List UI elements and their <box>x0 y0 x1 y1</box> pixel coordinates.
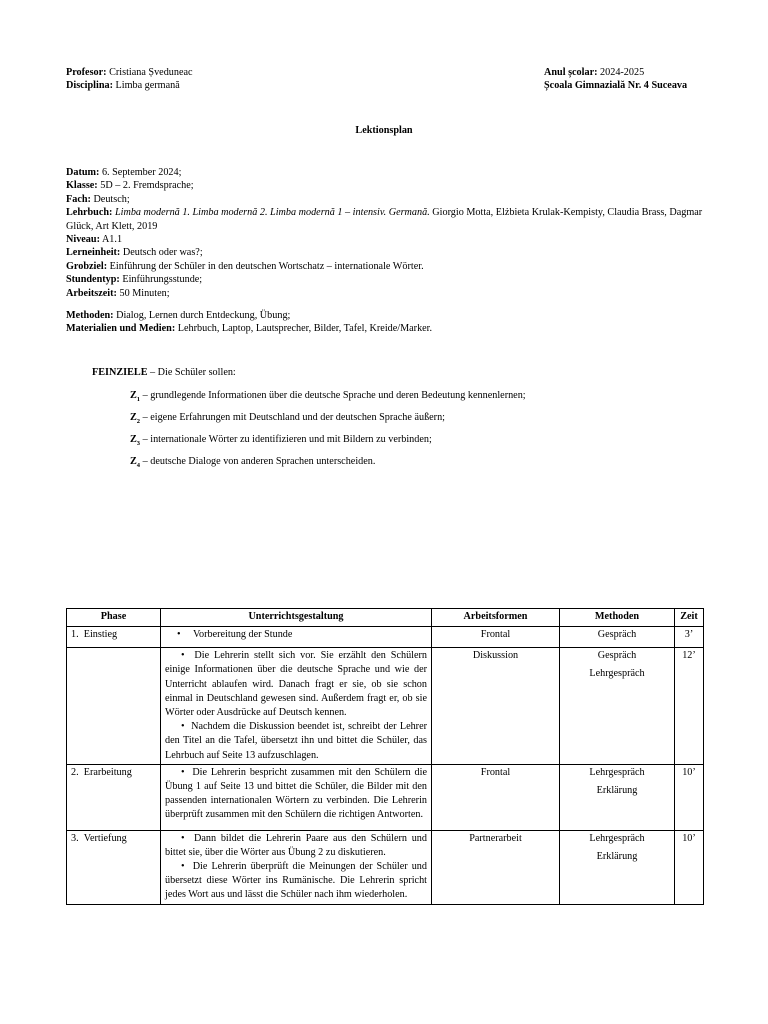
meta-label: Arbeitszeit: <box>66 287 117 299</box>
bullet-text: Vorbereitung der Stunde <box>193 629 293 640</box>
cell-phase: 3. Vertiefung <box>67 830 161 904</box>
col-header-methoden: Methoden <box>560 609 675 627</box>
cell-form: Partnerarbeit <box>432 830 560 904</box>
goal-label <box>130 434 141 448</box>
meta-value: Einführung der Schüler in den deutschen Wortschatz – internationale Wörter. <box>109 260 424 272</box>
meta-label: Klasse: <box>66 180 98 192</box>
bullet-icon: • <box>181 832 185 844</box>
meta-label: Methoden: <box>66 310 114 321</box>
meta-label: Grobziel: <box>66 260 108 272</box>
bullet-text: Dann bildet die Lehrerin Paare aus den Schülern und bittet sie, über die Wörter aus Übung 2 zu diskutieren. <box>165 832 427 858</box>
method-item: Gespräch <box>597 650 637 662</box>
feinziele-heading <box>92 366 236 379</box>
disciplina-value: Limba germană <box>115 80 180 92</box>
cell-activity <box>161 648 432 765</box>
feinziele-label: FEINZIELE <box>92 367 148 378</box>
anul-label: Anul școlar: <box>544 67 598 78</box>
goal-label <box>130 412 141 426</box>
anul-line <box>544 66 687 79</box>
meta-value: Lehrbuch, Laptop, Lautsprecher, Bilder, Tafel, Kreide/Marker. <box>177 323 433 335</box>
feinziele-intro: – Die Schüler sollen: <box>150 367 236 378</box>
col-header-phase: Phase <box>67 609 161 627</box>
cell-activity <box>161 830 432 904</box>
col-header-zeit: Zeit <box>675 609 704 627</box>
goal-text: – grundlegende Informationen über die deutsche Sprache und deren Bedeutung kennenlernen; <box>142 390 526 401</box>
goal-index: 4 <box>136 462 141 470</box>
meta-label: Lehrbuch: <box>66 207 113 219</box>
meta-value-italic: Limba modernă 1. Limba modernă 2. Limba modernă 1 – intensiv. Germană. <box>114 207 430 219</box>
meta-arbeitszeit <box>66 287 706 300</box>
cell-activity <box>161 764 432 830</box>
page-title: Lektionsplan <box>355 125 413 136</box>
meta-value: A1.1 <box>101 234 123 246</box>
bullet-icon: • <box>181 861 185 873</box>
profesor-label: Profesor: <box>66 67 107 78</box>
table-row <box>67 627 704 648</box>
goal-index: 1 <box>136 396 141 404</box>
meta-label: Fach: <box>66 193 91 205</box>
meta-lerneinheit <box>66 246 706 259</box>
goal-z: Z <box>130 390 137 401</box>
meta-label: Niveau: <box>66 234 100 246</box>
bullet-icon: • <box>177 629 181 640</box>
meta-niveau <box>66 233 706 246</box>
bullet-text: Die Lehrerin überprüft die Meinungen der Schüler und übersetzt diese Wörter ins Rumänische. Die Lehrerin spricht jedes Wort aus und lässt die Schüler nach ihm wiederholen. <box>165 861 427 901</box>
table-row <box>67 830 704 904</box>
cell-form: Diskussion <box>432 648 560 765</box>
meta-materialien <box>66 322 706 335</box>
meta-value: Dialog, Lernen durch Entdeckung, Übung; <box>116 310 291 321</box>
table-header-row <box>67 609 704 627</box>
meta-value: Deutsch oder was?; <box>122 247 203 259</box>
cell-methods <box>560 764 675 830</box>
cell-time: 12’ <box>675 648 704 765</box>
method-item: Gespräch <box>597 629 637 640</box>
meta-value: Deutsch; <box>93 193 130 205</box>
bullet-icon: • <box>181 650 185 662</box>
cell-form: Frontal <box>432 764 560 830</box>
cell-time: 10’ <box>675 830 704 904</box>
cell-phase <box>67 648 161 765</box>
meta-klasse <box>66 179 706 192</box>
goal-z: Z <box>130 434 137 445</box>
cell-activity <box>161 627 432 648</box>
cell-spacer <box>165 823 427 829</box>
cell-form: Frontal <box>432 627 560 648</box>
bullet-icon: • <box>181 766 185 778</box>
goal-index: 2 <box>136 418 141 426</box>
header-right <box>544 66 687 93</box>
meta-methoden <box>66 309 706 322</box>
goal-z: Z <box>130 456 137 467</box>
col-header-unterrichtsgestaltung: Unterrichtsgestaltung <box>161 609 432 627</box>
meta-fach <box>66 193 706 206</box>
activity-bullet <box>165 649 427 720</box>
method-item: Erklärung <box>596 850 638 862</box>
goal-label <box>130 390 141 404</box>
bullet-icon: • <box>181 721 185 733</box>
cell-methods <box>560 627 675 648</box>
activity-bullet <box>165 720 427 763</box>
goal-item <box>130 389 526 402</box>
meta-value: Giorgio Motta, Elżbieta Krulak-Kempisty, Claudia Brass, Dagmar Glück, Art Klett, 2019 <box>66 207 703 232</box>
bullet-text: Die Lehrerin stellt sich vor. Sie erzählt den Schülern einige Informationen über die deutsche Sprache und wie der Unterricht ablaufen wird. Danach fragt er sie, ob sie schon einmal in Deutschland gewesen sind. Außerdem fragt er, ob sie Wörter oder Ausdrücke auf Deutsch kennen. <box>165 650 427 719</box>
school-line <box>544 79 687 92</box>
meta-value: 50 Minuten; <box>119 287 170 299</box>
meta-label: Datum: <box>66 167 100 178</box>
goal-text: – internationale Wörter zu identifizieren und mit Bildern zu verbinden; <box>142 434 432 445</box>
lesson-methods <box>66 309 706 336</box>
bullet-text: Nachdem die Diskussion beendet ist, schreibt der Lehrer den Titel an die Tafel, übersetzt ihn und bittet die Schüler, das Lehrbuch auf Seite 13 aufzuschlagen. <box>165 721 427 761</box>
meta-label: Lerneinheit: <box>66 247 121 259</box>
activity-bullet <box>165 832 427 860</box>
bullet-text: Die Lehrerin bespricht zusammen mit den Schülern die Übung 1 auf Seite 13 und bittet die Schüler, die Bilder mit den passenden internationalen Wörtern zu verbinden. Die Lehrerin überprüft zusammen mit den Schülern die richtigen Antworten. <box>165 766 428 821</box>
method-item: Lehrgespräch <box>589 668 645 680</box>
cell-phase: 1. Einstieg <box>67 627 161 648</box>
school-name: Școala Gimnazială Nr. 4 Suceava <box>544 80 688 92</box>
profesor-value: Cristiana Șveduneac <box>109 67 193 78</box>
cell-phase: 2. Erarbeitung <box>67 764 161 830</box>
goal-item <box>130 455 375 468</box>
goal-z: Z <box>130 412 137 423</box>
anul-value: 2024-2025 <box>600 67 645 78</box>
meta-label: Materialien und Medien: <box>66 323 176 335</box>
col-header-arbeitsformen: Arbeitsformen <box>432 609 560 627</box>
profesor-line <box>66 66 193 79</box>
cell-methods <box>560 830 675 904</box>
goal-item <box>130 433 432 446</box>
meta-stundentyp <box>66 273 706 286</box>
method-item: Lehrgespräch <box>589 766 645 778</box>
disciplina-line <box>66 79 193 92</box>
cell-time: 10’ <box>675 764 704 830</box>
header-left <box>66 66 193 93</box>
goal-text: – deutsche Dialoge von anderen Sprachen unterscheiden. <box>142 456 376 467</box>
lesson-table <box>66 608 704 905</box>
method-item: Lehrgespräch <box>589 832 645 844</box>
table-row <box>67 648 704 765</box>
meta-datum <box>66 166 706 179</box>
meta-label: Stundentyp: <box>66 274 120 286</box>
disciplina-label: Disciplina: <box>66 80 113 92</box>
lesson-meta <box>66 166 706 300</box>
meta-grobziel <box>66 260 706 273</box>
cell-methods <box>560 648 675 765</box>
cell-time: 3’ <box>675 627 704 648</box>
goal-text: – eigene Erfahrungen mit Deutschland und der deutschen Sprache äußern; <box>142 412 445 423</box>
meta-value: 5D – 2. Fremdsprache; <box>100 180 194 192</box>
activity-bullet <box>165 766 427 823</box>
meta-lehrbuch <box>66 206 706 233</box>
goal-item <box>130 411 445 424</box>
table-row <box>67 764 704 830</box>
meta-value: Einführungsstunde; <box>122 274 203 286</box>
goal-label <box>130 456 141 470</box>
activity-bullet <box>165 628 427 642</box>
goal-index: 3 <box>136 440 141 448</box>
activity-bullet <box>165 860 427 903</box>
meta-value: 6. September 2024; <box>101 167 182 178</box>
method-item: Erklärung <box>596 785 638 797</box>
